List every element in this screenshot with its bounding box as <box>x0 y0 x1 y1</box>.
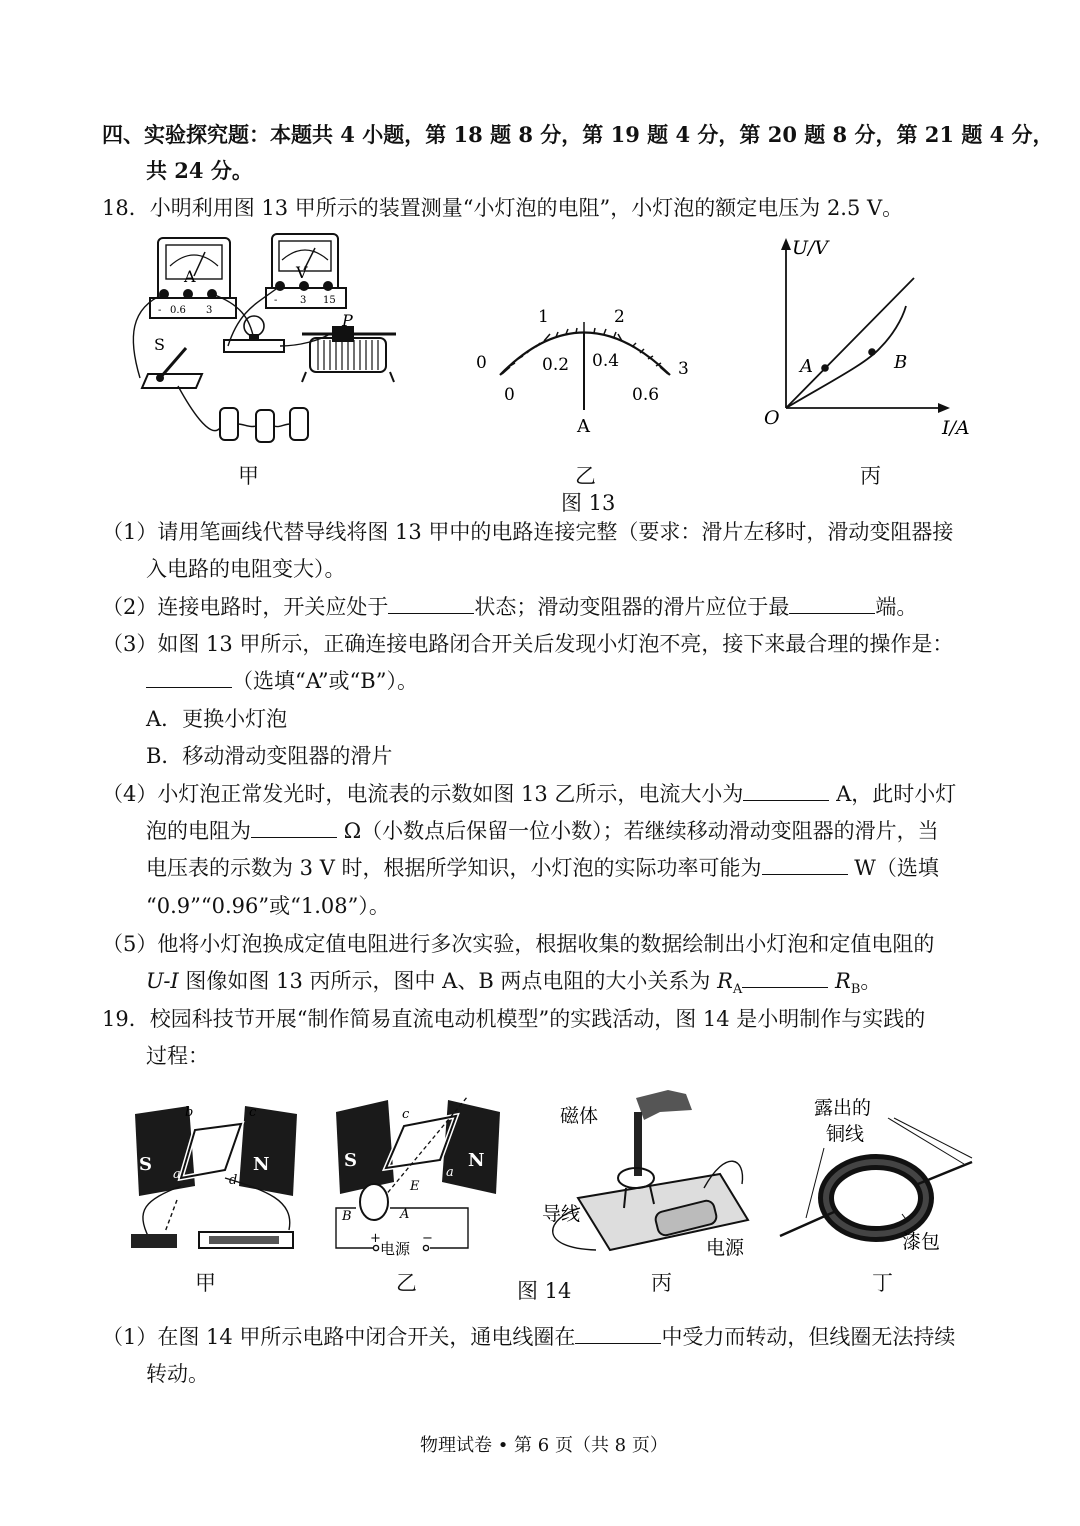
fig13-meter-dial <box>470 300 700 440</box>
q18-part2-a: （2）连接电路时，开关应处于 <box>102 595 389 619</box>
q19-stem-line1: 19．校园科技节开展“制作简易直流电动机模型”的实践活动，图 14 是小明制作与实践的 <box>102 1007 926 1031</box>
magnet-rod <box>634 1112 642 1176</box>
answer-blank-compare[interactable] <box>742 967 828 988</box>
q18-part5-line1: （5）他将小灯泡换成定值电阻进行多次实验，根据收集的数据绘制出小灯泡和定值电阻的 <box>102 932 935 956</box>
rb-sub: B <box>850 982 861 998</box>
answer-blank-slider-end[interactable] <box>789 593 875 614</box>
q18-part4-line4: “0.9”“0.96”或“1.08”）。 <box>146 894 390 918</box>
ammeter-label: A <box>184 267 196 286</box>
meter-unit: A <box>577 416 590 437</box>
q18-part3-tail: （选填“A”或“B”）。 <box>232 669 418 693</box>
q18-part2 <box>102 592 917 622</box>
d-label-copper2: 铜线 <box>826 1123 865 1145</box>
q19-part1-line1 <box>102 1322 955 1352</box>
q19-part1-line2: 转动。 <box>146 1362 209 1386</box>
fig14-motor-b <box>330 1090 510 1260</box>
q18-part4-l2a: 泡的电阻为 <box>146 819 251 843</box>
section-title-line1: 四、实验探究题：本题共 4 小题，第 18 题 8 分，第 19 题 4 分，第 20 题 8 分，第 21 题 4 分， <box>102 122 1054 147</box>
page-footer: 物理试卷 • 第 6 页（共 8 页） <box>420 1435 668 1456</box>
q18-part4-l3a: 电压表的示数为 3 V 时，根据所学知识，小灯泡的实际功率可能为 <box>146 856 762 880</box>
voltmeter-term-3: 3 <box>300 295 307 306</box>
q19-part1-a: （1）在图 14 甲所示电路中闭合开关，通电线圈在 <box>102 1325 576 1349</box>
b-label-n: N <box>468 1150 485 1171</box>
ra-sub: A <box>732 982 743 998</box>
meter-top-2: 2 <box>614 307 625 327</box>
resistor-line <box>786 278 914 408</box>
fig14-c-label: 丙 <box>651 1271 672 1295</box>
a-label-d: d <box>229 1173 238 1188</box>
b-label-c: c <box>402 1107 410 1122</box>
fig14-b-label: 乙 <box>396 1271 417 1295</box>
meter-bottom-04: 0.4 <box>592 351 620 371</box>
voltmeter-term-15: 15 <box>323 295 336 306</box>
q18-part4-l1a: （4）小灯泡正常发光时，电流表的示数如图 13 乙所示，电流大小为 <box>102 782 744 806</box>
slider-label: P <box>342 311 353 330</box>
ammeter-term-neg: - <box>158 305 162 316</box>
a-label-a: a <box>173 1167 181 1182</box>
ui-italic: U-I <box>146 969 179 993</box>
magnet-n <box>239 1106 297 1196</box>
meter-bottom-0: 0 <box>504 385 515 405</box>
d-label-copper1: 露出的 <box>814 1097 872 1119</box>
fig13-a-label: 甲 <box>238 464 259 488</box>
graph-ylabel: U/V <box>792 237 829 259</box>
q18-part5-line2 <box>146 966 881 1005</box>
point-a <box>821 364 829 372</box>
graph-origin: O <box>764 407 780 429</box>
a-label-b: b <box>185 1105 194 1120</box>
meter-bottom-02: 0.2 <box>542 355 570 375</box>
fig13-b-label: 乙 <box>575 464 596 488</box>
a-label-n: N <box>253 1154 270 1175</box>
answer-blank-switch-state[interactable] <box>388 593 474 614</box>
fig13-caption: 图 13 <box>561 491 616 515</box>
meter-top-3: 3 <box>678 359 689 379</box>
ra-symbol: R <box>717 969 733 993</box>
magnet-s-b <box>336 1100 394 1194</box>
q18-part4-l3b: W（选填 <box>854 856 939 880</box>
answer-blank-power[interactable] <box>762 854 848 875</box>
q18-part2-b: 状态；滑动变阻器的滑片应位于最 <box>474 595 790 619</box>
ammeter-term-06: 0.6 <box>170 305 186 316</box>
q18-part5-mid: 图像如图 13 丙所示，图中 A、B 两点电阻的大小关系为 <box>178 969 718 993</box>
switch-label: S <box>154 335 165 354</box>
meter-bottom-06: 0.6 <box>632 385 660 405</box>
fig14-motor-c <box>536 1088 766 1263</box>
fig14-motor-a <box>125 1100 305 1260</box>
q18-part1-line1: （1）请用笔画线代替导线将图 13 甲中的电路连接完整（要求：滑片左移时，滑动变阻器接 <box>102 520 954 544</box>
q19-stem-line2: 过程： <box>146 1044 209 1068</box>
fig14-coil-d <box>776 1088 996 1263</box>
switch <box>142 348 202 388</box>
b-label-e: E <box>410 1179 420 1194</box>
q18-part5-end: 。 <box>860 969 882 993</box>
commutator <box>360 1184 388 1220</box>
option-b: B．移动滑动变阻器的滑片 <box>146 744 393 768</box>
q18-part4-l1b: A，此时小灯 <box>836 782 957 806</box>
b-label-bb: B <box>342 1209 352 1224</box>
a-label-c: c <box>249 1105 257 1120</box>
fig14-d-label: 丁 <box>872 1271 893 1295</box>
fig13-ui-graph <box>756 234 986 444</box>
voltmeter-label: V <box>296 263 308 282</box>
batteries <box>220 408 308 442</box>
option-a: A．更换小灯泡 <box>146 707 288 731</box>
section-title-line2: 共 24 分。 <box>146 158 253 183</box>
b-label-s: S <box>344 1150 357 1171</box>
q18-part4-line1 <box>102 779 956 809</box>
b-label-minus: − <box>422 1231 433 1246</box>
answer-blank-current[interactable] <box>743 780 829 801</box>
c-label-wire: 导线 <box>542 1203 581 1225</box>
b-label-aa: A <box>400 1207 410 1222</box>
meter-top-0: 0 <box>476 353 487 373</box>
b-label-source: 电源 <box>380 1240 411 1258</box>
q18-part3-line2 <box>146 666 418 696</box>
q18-part4-line3 <box>146 853 939 883</box>
a-label-s: S <box>139 1154 152 1175</box>
ammeter-term-3: 3 <box>206 305 213 316</box>
c-label-source: 电源 <box>706 1237 745 1259</box>
d-label-paint: 漆包 <box>902 1231 941 1253</box>
hand-holding-magnet <box>636 1090 692 1120</box>
answer-blank-operation[interactable] <box>146 667 232 688</box>
point-b <box>868 348 876 356</box>
q19-part1-b: 中受力而转动，但线圈无法持续 <box>661 1325 956 1349</box>
graph-xlabel: I/A <box>942 417 970 439</box>
fig14-a-label: 甲 <box>195 1271 216 1295</box>
b-label-a: a <box>446 1165 454 1180</box>
b-label-plus: + <box>370 1231 381 1246</box>
rb-symbol: R <box>835 969 851 993</box>
fig13-c-label: 丙 <box>860 464 881 488</box>
q18-part4-l2b: Ω（小数点后保留一位小数）；若继续移动滑动变阻器的滑片，当 <box>343 819 939 843</box>
q18-part3-line1: （3）如图 13 甲所示，正确连接电路闭合开关后发现小灯泡不亮，接下来最合理的操作是： <box>102 632 954 656</box>
q18-part1-line2: 入电路的电阻变大）。 <box>146 557 346 581</box>
switch-block <box>131 1234 177 1248</box>
graph-label-b: B <box>894 352 908 373</box>
fig14-caption: 图 14 <box>517 1279 572 1303</box>
q18-stem: 18．小明利用图 13 甲所示的装置测量“小灯泡的电阻”，小灯泡的额定电压为 2.5 V。 <box>102 196 904 220</box>
meter-top-1: 1 <box>538 307 549 327</box>
q18-part4-line2 <box>146 816 939 846</box>
q18-part2-c: 端。 <box>875 595 918 619</box>
answer-blank-resistance[interactable] <box>251 817 337 838</box>
graph-label-a: A <box>800 356 813 377</box>
voltmeter-term-neg: - <box>274 295 278 306</box>
answer-blank-field[interactable] <box>575 1323 661 1344</box>
fig13-circuit <box>120 228 420 458</box>
c-label-magnet: 磁体 <box>560 1105 599 1127</box>
rheostat <box>302 326 396 382</box>
